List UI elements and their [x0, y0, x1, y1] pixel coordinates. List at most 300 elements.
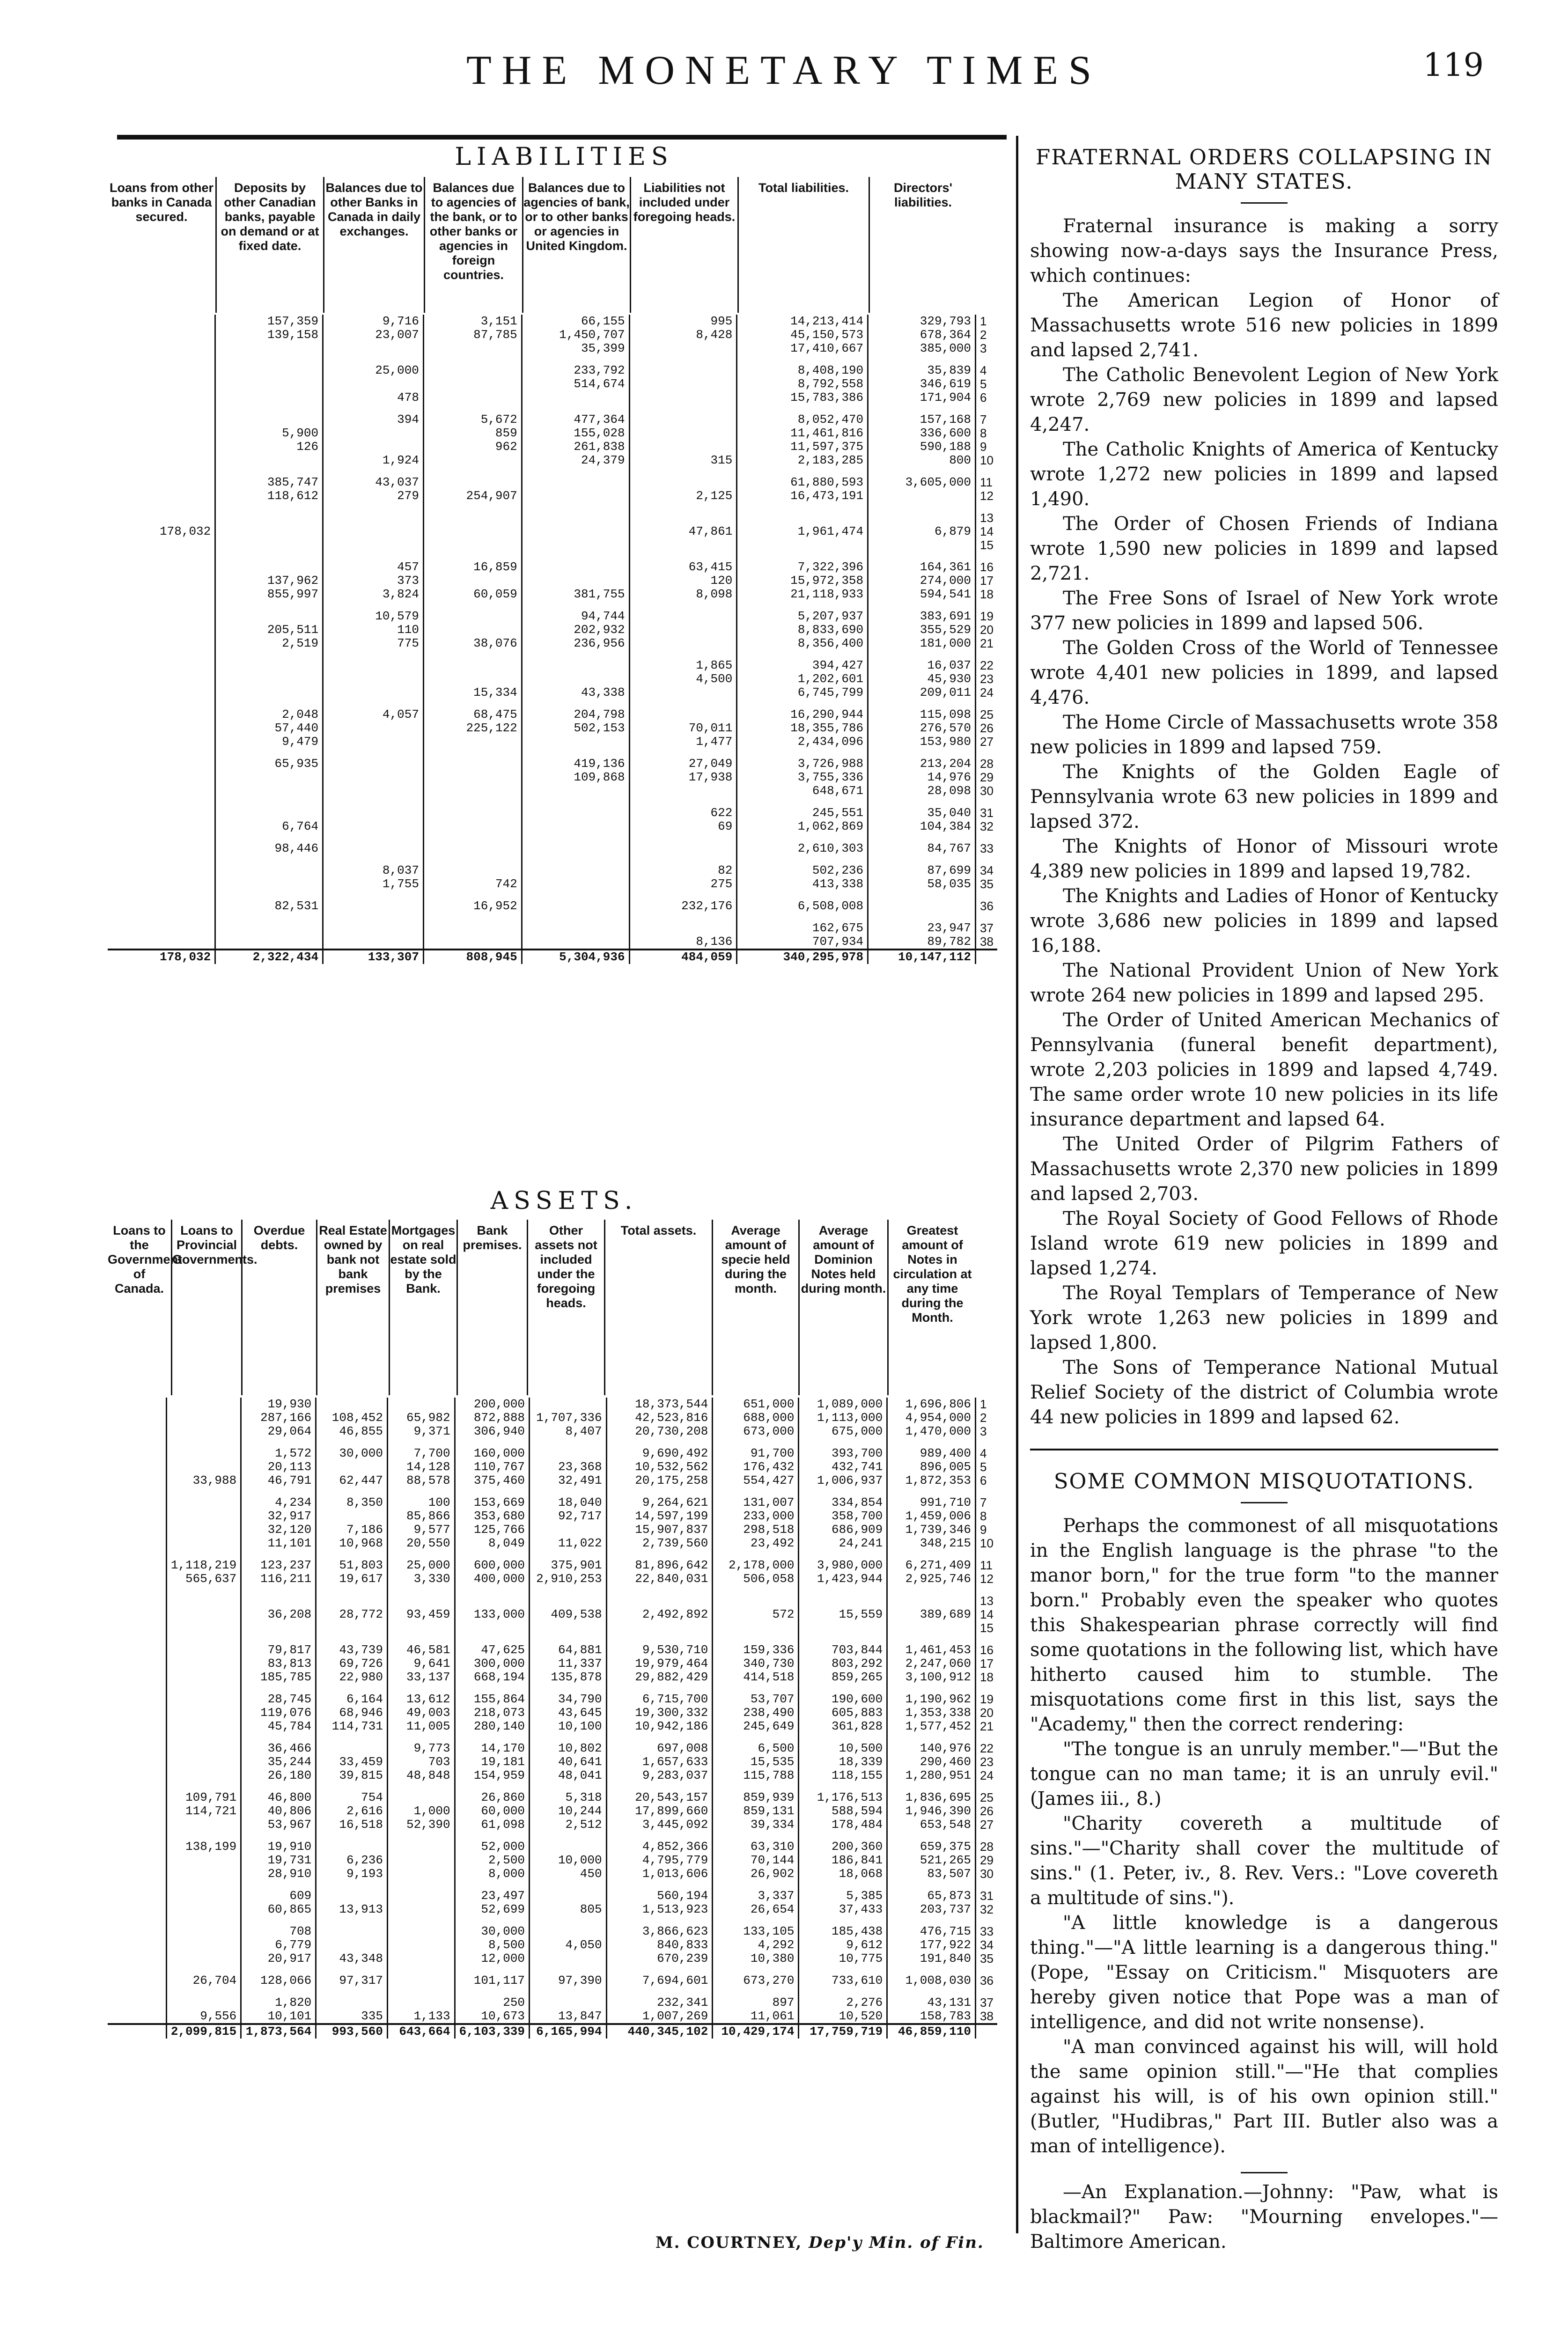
- liabilities-cell: [108, 538, 215, 552]
- liabilities-cell: [629, 476, 737, 489]
- liabilities-cell: 10: [976, 454, 997, 467]
- liabilities-row-gap: [108, 503, 997, 511]
- assets-cell: 859,265: [799, 1671, 887, 1684]
- assets-row: [108, 1594, 997, 1608]
- assets-cell: [166, 1594, 241, 1608]
- liabilities-cell: 139,158: [215, 328, 323, 342]
- assets-cell: 708: [241, 1925, 316, 1938]
- assets-cell: 7,700: [387, 1447, 455, 1460]
- liabilities-cell: [108, 413, 215, 427]
- liabilities-cell: [215, 784, 323, 798]
- assets-row: [108, 1671, 997, 1684]
- assets-cell: [530, 1952, 607, 1966]
- assets-cell: 125,766: [455, 1523, 529, 1537]
- assets-row: [108, 1867, 997, 1881]
- liabilities-row: [108, 721, 997, 735]
- liabilities-cell: 17,938: [629, 771, 737, 784]
- assets-cell: 361,828: [799, 1720, 887, 1733]
- liabilities-cell: 16,037: [868, 659, 976, 672]
- assets-cell: [606, 1594, 713, 1608]
- assets-cell: [166, 1903, 241, 1916]
- assets-cell: 28,745: [241, 1693, 316, 1706]
- assets-col-header-9: Average amount of specie held during the month.: [712, 1220, 798, 1395]
- assets-cell: 34,790: [530, 1693, 607, 1706]
- assets-cell: 19: [976, 1693, 997, 1706]
- assets-cell: 1,696,806: [887, 1398, 976, 1411]
- assets-cell: 6: [976, 1474, 997, 1487]
- assets-row: [108, 1693, 997, 1706]
- liabilities-cell: [108, 757, 215, 771]
- assets-cell: 389,689: [887, 1608, 976, 1621]
- assets-cell: [455, 1594, 529, 1608]
- liabilities-cell: 28,098: [868, 784, 976, 798]
- liabilities-cell: [423, 820, 522, 833]
- assets-cell: [166, 1671, 241, 1684]
- assets-cell: 2,247,060: [887, 1657, 976, 1671]
- article3-text: —An Explanation.—Johnny: "Paw, what is blackmail?" Paw: "Mourning envelopes."—Baltimore American.: [1030, 2181, 1498, 2253]
- liabilities-cell: 15,783,386: [737, 391, 868, 405]
- assets-cell: [387, 1903, 455, 1916]
- liabilities-cell: [629, 440, 737, 454]
- assets-cell: 19,617: [316, 1572, 388, 1586]
- liabilities-cell: 800: [868, 454, 976, 467]
- assets-cell: [108, 1572, 166, 1586]
- liabilities-cell: 275: [629, 877, 737, 891]
- assets-cell: 119,076: [241, 1706, 316, 1720]
- article2-rule: [1241, 1502, 1288, 1503]
- liabilities-cell: 274,000: [868, 574, 976, 588]
- liabilities-row: [108, 525, 997, 538]
- assets-cell: [108, 1474, 166, 1487]
- assets-col-header-1: Loans to the Government of Canada.: [108, 1223, 183, 1296]
- liabilities-cell: 590,188: [868, 440, 976, 454]
- liabilities-row-gap: [108, 891, 997, 899]
- assets-cell: 2,739,560: [606, 1537, 713, 1550]
- liabilities-row: [108, 659, 997, 672]
- liabilities-row: [108, 377, 997, 391]
- assets-row: [108, 2010, 997, 2024]
- liabilities-cell: [423, 757, 522, 771]
- assets-cell: 19,930: [241, 1398, 316, 1411]
- assets-cell: 4,234: [241, 1496, 316, 1509]
- assets-cell: 675,000: [799, 1425, 887, 1438]
- liabilities-total-cell: 10,147,112: [868, 950, 976, 964]
- liabilities-cell: 5,672: [423, 413, 522, 427]
- liabilities-cell: [108, 427, 215, 440]
- liabilities-cell: 502,153: [522, 721, 629, 735]
- assets-cell: 840,833: [606, 1938, 713, 1952]
- liabilities-cell: [423, 525, 522, 538]
- liabilities-row-gap: [108, 833, 997, 842]
- assets-cell: 11,337: [530, 1657, 607, 1671]
- assets-cell: 1,133: [387, 2010, 455, 2024]
- liabilities-cell: [108, 899, 215, 913]
- assets-cell: 38: [976, 2010, 997, 2024]
- liabilities-cell: [215, 672, 323, 686]
- assets-cell: 521,265: [887, 1854, 976, 1867]
- signature-name: M. COURTNEY,: [655, 2233, 802, 2252]
- assets-cell: 218,073: [455, 1706, 529, 1720]
- liabilities-cell: 8,098: [629, 588, 737, 601]
- assets-cell: 40,806: [241, 1804, 316, 1818]
- assets-cell: 10,532,562: [606, 1460, 713, 1474]
- liabilities-cell: 254,907: [423, 489, 522, 503]
- liabilities-cell: 346,619: [868, 377, 976, 391]
- assets-cell: 22,980: [316, 1671, 388, 1684]
- liabilities-row: [108, 489, 997, 503]
- liabilities-cell: [423, 921, 522, 935]
- liabilities-row-gap: [108, 855, 997, 864]
- liabilities-col-header-4: Balances due to agencies of the bank, or to other banks or agencies in foreign countries.: [424, 177, 522, 313]
- assets-cell: 1,836,695: [887, 1791, 976, 1804]
- liabilities-cell: [737, 538, 868, 552]
- assets-cell: 42,523,816: [606, 1411, 713, 1425]
- assets-cell: 26,180: [241, 1769, 316, 1782]
- liabilities-cell: 4,500: [629, 672, 737, 686]
- liabilities-cell: [522, 538, 629, 552]
- liabilities-cell: 178,032: [160, 524, 211, 538]
- assets-cell: 68,946: [316, 1706, 388, 1720]
- liabilities-cell: [108, 377, 215, 391]
- assets-row: [108, 1938, 997, 1952]
- liabilities-cell: 859: [423, 427, 522, 440]
- article1-paragraph: The United Order of Pilgrim Fathers of Massachusetts wrote 2,370 new policies in 1899 and lapsed 2,703.: [1030, 1134, 1498, 1205]
- assets-cell: 3: [976, 1425, 997, 1438]
- assets-cell: 114,731: [316, 1720, 388, 1733]
- assets-cell: [108, 1706, 166, 1720]
- liabilities-cell: [423, 842, 522, 855]
- assets-cell: 2,616: [316, 1804, 388, 1818]
- assets-cell: [166, 1706, 241, 1720]
- article1-paragraph: The Royal Society of Good Fellows of Rhode Island wrote 619 new policies in 1899 and lapsed 1,274.: [1030, 1208, 1498, 1279]
- assets-cell: [387, 1398, 455, 1411]
- liabilities-cell: 1: [976, 315, 997, 328]
- liabilities-cell: [423, 806, 522, 820]
- liabilities-cell: 202,932: [522, 623, 629, 637]
- liabilities-cell: 3,824: [323, 588, 424, 601]
- assets-title: ASSETS.: [490, 1187, 638, 1215]
- assets-cell: 17: [976, 1657, 997, 1671]
- liabilities-cell: 3,605,000: [868, 476, 976, 489]
- liabilities-cell: [108, 921, 215, 935]
- liabilities-cell: [215, 342, 323, 355]
- assets-cell: 13,612: [387, 1693, 455, 1706]
- assets-cell: [316, 1938, 388, 1952]
- liabilities-cell: [215, 935, 323, 950]
- liabilities-row-gap: [108, 798, 997, 806]
- liabilities-cell: [522, 391, 629, 405]
- assets-cell: [166, 1952, 241, 1966]
- liabilities-cell: 70,011: [629, 721, 737, 735]
- liabilities-cell: [323, 377, 424, 391]
- assets-cell: 64,881: [530, 1643, 607, 1657]
- liabilities-cell: [108, 315, 215, 328]
- assets-cell: 1,513,923: [606, 1903, 713, 1916]
- liabilities-cell: 110: [323, 623, 424, 637]
- liabilities-row: [108, 364, 997, 377]
- assets-cell: 280,140: [455, 1720, 529, 1733]
- assets-cell: 35: [976, 1952, 997, 1966]
- assets-cell: 22: [976, 1742, 997, 1755]
- liabilities-cell: 35,399: [522, 342, 629, 355]
- liabilities-cell: [423, 659, 522, 672]
- liabilities-cell: [215, 864, 323, 877]
- liabilities-row: [108, 560, 997, 574]
- liabilities-cell: 8,136: [629, 935, 737, 950]
- liabilities-cell: [522, 899, 629, 913]
- liabilities-cell: [629, 686, 737, 699]
- liabilities-cell: 34: [976, 864, 997, 877]
- assets-cell: 30,000: [316, 1447, 388, 1460]
- liabilities-cell: [108, 623, 215, 637]
- assets-cell: 43,348: [316, 1952, 388, 1966]
- liabilities-cell: [108, 820, 215, 833]
- liabilities-row: [108, 771, 997, 784]
- liabilities-row: [108, 391, 997, 405]
- assets-cell: 70,144: [713, 1854, 799, 1867]
- assets-cell: 4,050: [530, 1938, 607, 1952]
- assets-cell: 245,649: [713, 1720, 799, 1733]
- top-rule: [117, 135, 1007, 140]
- liabilities-cell: 5,900: [215, 427, 323, 440]
- liabilities-cell: 35,839: [868, 364, 976, 377]
- assets-cell: 10,100: [530, 1720, 607, 1733]
- assets-cell: 733,610: [799, 1974, 887, 1988]
- liabilities-cell: [423, 342, 522, 355]
- liabilities-row: [108, 784, 997, 798]
- assets-cell: 133,000: [455, 1608, 529, 1621]
- assets-cell: 79,817: [241, 1643, 316, 1657]
- liabilities-cell: 47,861: [629, 525, 737, 538]
- assets-cell: [108, 1974, 166, 1988]
- assets-cell: 697,008: [606, 1742, 713, 1755]
- assets-cell: 62,447: [316, 1474, 388, 1487]
- assets-cell: 896,005: [887, 1460, 976, 1474]
- liabilities-cell: [215, 560, 323, 574]
- assets-cell: 2,500: [455, 1854, 529, 1867]
- liabilities-cell: [215, 921, 323, 935]
- article1-paragraph: The Order of Chosen Friends of Indiana wrote 1,590 new policies in 1899 and lapsed 2,721.: [1030, 513, 1498, 584]
- liabilities-cell: [423, 511, 522, 525]
- liabilities-cell: [423, 377, 522, 391]
- assets-cell: 673,000: [713, 1425, 799, 1438]
- assets-cell: 15,907,837: [606, 1523, 713, 1537]
- liabilities-cell: 109,868: [522, 771, 629, 784]
- liabilities-cell: 9: [976, 440, 997, 454]
- assets-cell: [108, 1996, 166, 2010]
- assets-cell: 93,459: [387, 1608, 455, 1621]
- assets-cell: [108, 1925, 166, 1938]
- liabilities-cell: [423, 784, 522, 798]
- assets-cell: 659,375: [887, 1840, 976, 1854]
- page-header: [0, 47, 1568, 117]
- assets-cell: 65,873: [887, 1889, 976, 1903]
- assets-cell: 19,181: [455, 1755, 529, 1769]
- liabilities-cell: 209,011: [868, 686, 976, 699]
- liabilities-total-cell: 178,032: [108, 950, 215, 964]
- assets-col-header-10: Average amount of Dominion Notes held during month.: [798, 1220, 887, 1395]
- liabilities-cell: [868, 538, 976, 552]
- assets-cell: 32: [976, 1903, 997, 1916]
- liabilities-cell: [215, 413, 323, 427]
- assets-cell: [530, 1447, 607, 1460]
- assets-cell: 1,423,944: [799, 1572, 887, 1586]
- assets-cell: [530, 1398, 607, 1411]
- assets-cell: 88,578: [387, 1474, 455, 1487]
- liabilities-cell: [423, 364, 522, 377]
- liabilities-cell: 65,935: [215, 757, 323, 771]
- assets-cell: 7,694,601: [606, 1974, 713, 1988]
- assets-cell: 409,538: [530, 1608, 607, 1621]
- liabilities-cell: 18: [976, 588, 997, 601]
- liabilities-cell: [522, 560, 629, 574]
- liabilities-cell: 594,541: [868, 588, 976, 601]
- assets-cell: 991,710: [887, 1496, 976, 1509]
- assets-cell: 22,840,031: [606, 1572, 713, 1586]
- assets-cell: 10,000: [530, 1854, 607, 1867]
- assets-cell: 135,878: [530, 1671, 607, 1684]
- assets-cell: [166, 1523, 241, 1537]
- assets-cell: [108, 1720, 166, 1733]
- assets-cell: 9,193: [316, 1867, 388, 1881]
- assets-cell: [108, 1523, 166, 1537]
- liabilities-cell: 2,125: [629, 489, 737, 503]
- assets-cell: 1,820: [241, 1996, 316, 2010]
- liabilities-cell: 11,597,375: [737, 440, 868, 454]
- liabilities-cell: [108, 771, 215, 784]
- assets-cell: 26: [976, 1804, 997, 1818]
- assets-cell: 1,872,353: [887, 1474, 976, 1487]
- liabilities-cell: 1,961,474: [737, 525, 868, 538]
- assets-cell: [387, 1996, 455, 2010]
- assets-cell: 300,000: [455, 1657, 529, 1671]
- assets-cell: [316, 1398, 388, 1411]
- liabilities-cell: [423, 935, 522, 950]
- assets-cell: 1,007,269: [606, 2010, 713, 2024]
- liabilities-cell: [629, 538, 737, 552]
- assets-cell: 2,492,892: [606, 1608, 713, 1621]
- liabilities-row: [108, 610, 997, 623]
- article1-paragraph: The Knights and Ladies of Honor of Kentucky wrote 3,686 new policies in 1899 and lapsed 16,188.: [1030, 885, 1498, 957]
- assets-cell: [108, 1938, 166, 1952]
- assets-row: [108, 1474, 997, 1487]
- assets-cell: 19,300,332: [606, 1706, 713, 1720]
- liabilities-cell: 63,415: [629, 560, 737, 574]
- assets-cell: 2: [976, 1411, 997, 1425]
- assets-cell: 60,865: [241, 1903, 316, 1916]
- assets-cell: [387, 1854, 455, 1867]
- assets-cell: 290,460: [887, 1755, 976, 1769]
- liabilities-cell: 61,880,593: [737, 476, 868, 489]
- assets-cell: [108, 1425, 166, 1438]
- liabilities-row: [108, 877, 997, 891]
- assets-cell: 20,550: [387, 1537, 455, 1550]
- assets-cell: [316, 1840, 388, 1854]
- liabilities-cell: [522, 525, 629, 538]
- liabilities-cell: 12: [976, 489, 997, 503]
- article1-title: FRATERNAL ORDERS COLLAPSING IN MANY STATES.: [1036, 145, 1493, 194]
- assets-cell: 1,946,390: [887, 1804, 976, 1818]
- assets-cell: [108, 1594, 166, 1608]
- liabilities-cell: 855,997: [215, 588, 323, 601]
- assets-cell: [455, 1621, 529, 1635]
- article3-rule: [1241, 2172, 1288, 2173]
- liabilities-cell: [629, 413, 737, 427]
- liabilities-cell: 6,508,008: [737, 899, 868, 913]
- liabilities-cell: 355,529: [868, 623, 976, 637]
- liabilities-cell: 16,290,944: [737, 708, 868, 721]
- liabilities-cell: 23: [976, 672, 997, 686]
- assets-cell: 18,068: [799, 1867, 887, 1881]
- assets-cell: 19,910: [241, 1840, 316, 1854]
- liabilities-cell: [629, 784, 737, 798]
- assets-cell: 43,739: [316, 1643, 388, 1657]
- article1-body: [1030, 214, 1498, 1430]
- assets-cell: 100: [387, 1496, 455, 1509]
- liabilities-cell: 213,204: [868, 757, 976, 771]
- assets-row: [108, 1903, 997, 1916]
- assets-cell: 1,461,453: [887, 1643, 976, 1657]
- masthead: THE MONETARY TIMES: [466, 48, 1102, 93]
- article1-paragraph: The Home Circle of Massachusetts wrote 358 new policies in 1899 and lapsed 759.: [1030, 712, 1498, 758]
- assets-row: [108, 1854, 997, 1867]
- assets-cell: [316, 1509, 388, 1523]
- liabilities-cell: 6,745,799: [737, 686, 868, 699]
- liabilities-cell: [423, 771, 522, 784]
- liabilities-cell: 381,755: [522, 588, 629, 601]
- assets-cell: 1,707,336: [530, 1411, 607, 1425]
- liabilities-cell: 995: [629, 315, 737, 328]
- assets-cell: 5: [976, 1460, 997, 1474]
- assets-cell: 37: [976, 1996, 997, 2010]
- liabilities-cell: 8,792,558: [737, 377, 868, 391]
- assets-cell: 28,772: [316, 1608, 388, 1621]
- assets-cell: 45,784: [241, 1720, 316, 1733]
- liabilities-cell: 1,202,601: [737, 672, 868, 686]
- assets-cell: 10,802: [530, 1742, 607, 1755]
- liabilities-row: [108, 820, 997, 833]
- assets-col-header-5: Mortgages on real estate sold by the Bank.: [389, 1220, 456, 1395]
- assets-cell: 1,739,346: [887, 1523, 976, 1537]
- assets-cell: 10,775: [799, 1952, 887, 1966]
- liabilities-cell: [215, 511, 323, 525]
- article1-paragraph: The Golden Cross of the World of Tennessee wrote 4,401 new policies in 1899, and lapsed 4,476.: [1030, 637, 1498, 708]
- liabilities-row: [108, 511, 997, 525]
- liabilities-cell: [629, 921, 737, 935]
- assets-cell: 7: [976, 1496, 997, 1509]
- liabilities-cell: [522, 806, 629, 820]
- assets-cell: [166, 1643, 241, 1657]
- assets-cell: 348,215: [887, 1537, 976, 1550]
- assets-cell: [166, 1621, 241, 1635]
- assets-total-cell: 1,873,564: [241, 2024, 316, 2039]
- liabilities-cell: 27: [976, 735, 997, 749]
- liabilities-cell: 27,049: [629, 757, 737, 771]
- assets-cell: 52,390: [387, 1818, 455, 1832]
- assets-cell: 5,318: [530, 1791, 607, 1804]
- assets-cell: 32,120: [241, 1523, 316, 1537]
- assets-cell: 32,491: [530, 1474, 607, 1487]
- assets-cell: [108, 1657, 166, 1671]
- assets-cell: 23,368: [530, 1460, 607, 1474]
- assets-cell: 375,901: [530, 1559, 607, 1572]
- liabilities-cell: 477,364: [522, 413, 629, 427]
- assets-cell: [387, 1938, 455, 1952]
- assets-cell: 39,815: [316, 1769, 388, 1782]
- assets-row: [108, 1755, 997, 1769]
- liabilities-cell: 181,000: [868, 637, 976, 650]
- assets-cell: 2,512: [530, 1818, 607, 1832]
